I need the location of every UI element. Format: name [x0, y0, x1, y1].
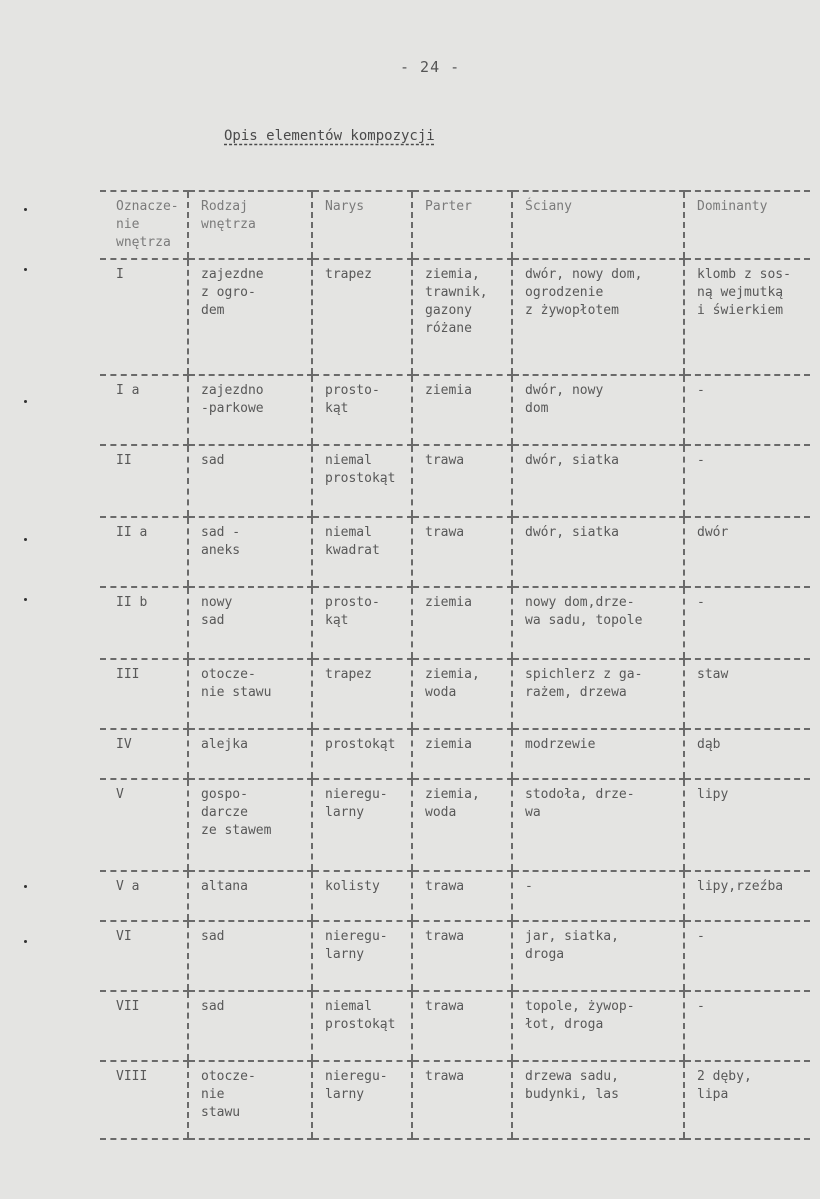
table-row: [100, 991, 810, 1061]
table-row: [100, 517, 810, 587]
table-row: [100, 1061, 810, 1139]
margin-dot: [24, 268, 27, 271]
table-cell: lipy,rzeźba: [684, 871, 810, 921]
table-cell: ziemia, woda: [412, 779, 512, 871]
margin-dot: [24, 598, 27, 601]
table-cell: V a: [100, 871, 188, 921]
table-cell: trapez: [312, 259, 412, 375]
table-cell: trawa: [412, 1061, 512, 1139]
table-cell: modrzewie: [512, 729, 684, 779]
margin-dot: [24, 208, 27, 211]
header-cell: Oznacze- nie wnętrza: [100, 191, 188, 259]
table-cell: dwór, nowy dom, ogrodzenie z żywopłotem: [512, 259, 684, 375]
table-cell: I a: [100, 375, 188, 445]
table-cell: otocze- nie stawu: [188, 659, 312, 729]
table-cell: topole, żywop- łot, droga: [512, 991, 684, 1061]
table-cell: klomb z sos- ną wejmutką i świerkiem: [684, 259, 810, 375]
table-cell: dąb: [684, 729, 810, 779]
table-row: [100, 445, 810, 517]
table-cell: stodoła, drze- wa: [512, 779, 684, 871]
table-cell: dwór, siatka: [512, 517, 684, 587]
composition-table-container: [100, 190, 810, 1140]
table-cell: trawa: [412, 991, 512, 1061]
composition-elements-table: [100, 190, 810, 1140]
table-cell: zajezdne z ogro- dem: [188, 259, 312, 375]
table-row: [100, 729, 810, 779]
table-cell: 2 dęby, lipa: [684, 1061, 810, 1139]
margin-dot: [24, 538, 27, 541]
table-cell: sad - aneks: [188, 517, 312, 587]
table-cell: sad: [188, 445, 312, 517]
table-cell: trawa: [412, 921, 512, 991]
table-cell: trawa: [412, 445, 512, 517]
table-cell: trapez: [312, 659, 412, 729]
table-cell: -: [684, 587, 810, 659]
table-cell: staw: [684, 659, 810, 729]
margin-dot: [24, 885, 27, 888]
table-cell: sad: [188, 921, 312, 991]
table-cell: otocze- nie stawu: [188, 1061, 312, 1139]
table-cell: niemal prostokąt: [312, 445, 412, 517]
table-cell: VI: [100, 921, 188, 991]
table-cell: -: [512, 871, 684, 921]
table-cell: ziemia: [412, 375, 512, 445]
header-cell: Narys: [312, 191, 412, 259]
table-cell: niemal prostokąt: [312, 991, 412, 1061]
header-cell: Ściany: [512, 191, 684, 259]
table-cell: -: [684, 375, 810, 445]
table-cell: III: [100, 659, 188, 729]
table-cell: prosto- kąt: [312, 375, 412, 445]
table-cell: II b: [100, 587, 188, 659]
table-cell: lipy: [684, 779, 810, 871]
header-cell: Dominanty: [684, 191, 810, 259]
table-cell: trawa: [412, 871, 512, 921]
header-cell: Rodzaj wnętrza: [188, 191, 312, 259]
table-cell: drzewa sadu, budynki, las: [512, 1061, 684, 1139]
margin-dot: [24, 940, 27, 943]
table-cell: V: [100, 779, 188, 871]
table-cell: prostokąt: [312, 729, 412, 779]
table-cell: ziemia: [412, 587, 512, 659]
table-cell: -: [684, 991, 810, 1061]
table-header-row: [100, 191, 810, 259]
table-row: [100, 259, 810, 375]
header-cell: Parter: [412, 191, 512, 259]
table-cell: trawa: [412, 517, 512, 587]
table-cell: VIII: [100, 1061, 188, 1139]
table-cell: -: [684, 445, 810, 517]
table-cell: dwór, siatka: [512, 445, 684, 517]
table-cell: ziemia, trawnik, gazony różane: [412, 259, 512, 375]
table-row: [100, 375, 810, 445]
table-cell: IV: [100, 729, 188, 779]
table-cell: sad: [188, 991, 312, 1061]
table-cell: spichlerz z ga- rażem, drzewa: [512, 659, 684, 729]
table-cell: dwór, nowy dom: [512, 375, 684, 445]
table-cell: II a: [100, 517, 188, 587]
table-cell: jar, siatka, droga: [512, 921, 684, 991]
table-cell: nieregu- larny: [312, 779, 412, 871]
table-row: [100, 779, 810, 871]
table-cell: VII: [100, 991, 188, 1061]
table-cell: ziemia, woda: [412, 659, 512, 729]
table-cell: ziemia: [412, 729, 512, 779]
table-cell: nieregu- larny: [312, 1061, 412, 1139]
table-cell: nowy sad: [188, 587, 312, 659]
table-cell: I: [100, 259, 188, 375]
table-cell: nowy dom,drze- wa sadu, topole: [512, 587, 684, 659]
table-cell: II: [100, 445, 188, 517]
table-cell: niemal kwadrat: [312, 517, 412, 587]
table-cell: alejka: [188, 729, 312, 779]
table-row: [100, 659, 810, 729]
table-cell: prosto- kąt: [312, 587, 412, 659]
page-number: - 24 -: [400, 58, 461, 76]
table-cell: gospo- darcze ze stawem: [188, 779, 312, 871]
table-cell: zajezdno -parkowe: [188, 375, 312, 445]
margin-dot: [24, 400, 27, 403]
table-cell: altana: [188, 871, 312, 921]
table-cell: -: [684, 921, 810, 991]
table-cell: kolisty: [312, 871, 412, 921]
table-row: [100, 921, 810, 991]
table-cell: nieregu- larny: [312, 921, 412, 991]
table-cell: dwór: [684, 517, 810, 587]
table-row: [100, 871, 810, 921]
table-row: [100, 587, 810, 659]
document-title: Opis elementów kompozycji: [224, 128, 435, 144]
